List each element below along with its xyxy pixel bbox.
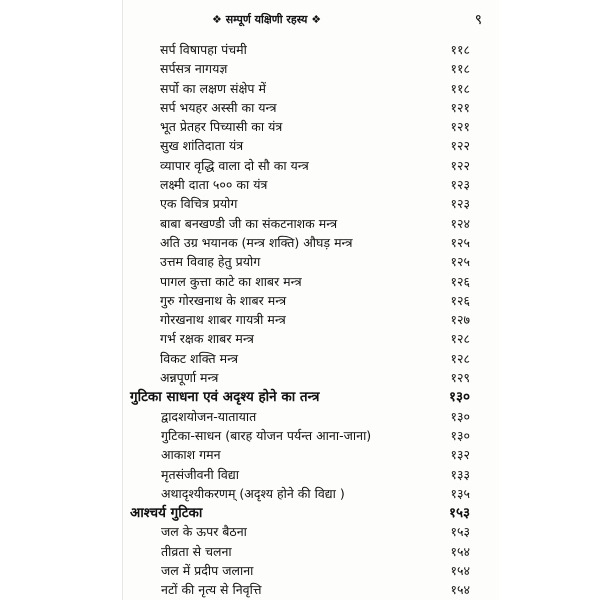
- toc-entry-page: १२१: [450, 99, 470, 115]
- toc-entry-page: १२७: [450, 312, 470, 328]
- toc-entry-page: ११८: [450, 80, 470, 96]
- toc-entry: [122, 466, 470, 485]
- toc-entry-page: १२८: [450, 350, 470, 366]
- toc-entry-page: १२८: [450, 331, 470, 347]
- toc-entry-title: भूत प्रेतहर पिच्यासी का यंत्र: [160, 119, 283, 135]
- toc-section-heading: [122, 504, 470, 523]
- toc-entry-page: १२२: [450, 138, 470, 154]
- toc-entry-title: आकाश गमन: [161, 447, 221, 463]
- toc-entry: [122, 215, 470, 234]
- toc-entry: [122, 446, 470, 465]
- toc-entry: [122, 562, 470, 581]
- toc-entry-page: १२१: [450, 119, 470, 135]
- toc-entry-title: जल के ऊपर बैठना: [161, 524, 247, 540]
- toc-entry-page: १५३: [450, 524, 470, 540]
- toc-entry-page: १३५: [450, 485, 470, 501]
- toc-entry-page: ११८: [450, 61, 470, 77]
- toc-entry-page: १५३: [448, 505, 470, 522]
- toc-entry: [122, 157, 470, 176]
- toc-entry-title: व्यापार वृद्धि वाला दो सौ का यन्त्र: [160, 157, 309, 173]
- table-of-contents: [122, 41, 470, 601]
- toc-entry: [122, 273, 470, 292]
- toc-entry-page: ११८: [450, 42, 470, 57]
- toc-entry-page: १२३: [450, 196, 470, 212]
- toc-entry-title: द्वादशयोजन-यातायात: [161, 408, 257, 424]
- toc-entry-title: उत्तम विवाह हेतु प्रयोग: [160, 254, 261, 270]
- toc-entry-page: १३३: [450, 466, 470, 482]
- toc-entry-page: १५४: [450, 563, 470, 579]
- page-header: [122, 10, 482, 32]
- toc-entry-page: १५४: [450, 543, 470, 559]
- toc-entry-title: मृतसंजीवनी विद्या: [161, 466, 239, 482]
- toc-entry: [122, 350, 470, 369]
- toc-entry-page: १२२: [450, 157, 470, 173]
- toc-entry-page: १३०: [450, 408, 470, 424]
- toc-entry: [122, 330, 470, 349]
- toc-entry: [122, 523, 470, 542]
- toc-entry-title: बाबा बनखण्डी जी का संकटनाशक मन्त्र: [160, 215, 338, 231]
- toc-entry-page: १२९: [450, 370, 470, 386]
- toc-entry-title: सर्प विषापहा पंचमी: [160, 42, 247, 57]
- toc-entry: [122, 427, 470, 446]
- toc-entry-title: अथादृश्यीकरणम् (अदृश्य होने की विद्या ): [161, 485, 345, 501]
- toc-entry: [122, 195, 470, 214]
- toc-entry-page: १३०: [448, 389, 470, 406]
- toc-entry-title: पागल कुत्ता काटे का शाबर मन्त्र: [160, 273, 302, 289]
- toc-entry-title: गुटिका-साधन (बारह योजन पर्यन्त आना-जाना): [161, 427, 372, 443]
- toc-entry-page: १२४: [450, 215, 470, 231]
- toc-entry-title: अति उग्र भयानक (मन्त्र शक्ति) औघड़ मन्त्र: [160, 234, 353, 250]
- toc-entry-title: गर्भ रक्षक शाबर मन्त्र: [160, 331, 254, 347]
- toc-entry: [122, 543, 470, 562]
- toc-entry-page: १५४: [450, 582, 470, 598]
- toc-entry-title: अन्नपूर्णा मन्त्र: [160, 370, 219, 386]
- toc-entry-title: सुख शांतिदाता यंत्र: [160, 138, 244, 154]
- toc-entry: [122, 581, 470, 600]
- toc-entry-page: १२६: [450, 273, 470, 289]
- toc-entry-title: गोरखनाथ शाबर गायत्री मन्त्र: [160, 312, 286, 328]
- toc-entry: [122, 408, 470, 427]
- toc-entry-page: १२३: [450, 177, 470, 193]
- toc-entry: [122, 60, 470, 79]
- page-number: ९: [474, 12, 482, 28]
- toc-entry-page: १२५: [450, 234, 470, 250]
- toc-entry: [122, 80, 470, 99]
- toc-entry-title: सर्प भयहर अस्सी का यन्त्र: [160, 99, 277, 115]
- toc-entry: [122, 99, 470, 118]
- toc-entry: [122, 118, 470, 137]
- toc-entry-page: १२५: [450, 254, 470, 270]
- toc-entry-title: सर्पसत्र नागयज्ञ: [160, 61, 228, 77]
- toc-entry: [122, 253, 470, 272]
- toc-entry-title: नटों की नृत्य से निवृत्ति: [161, 582, 262, 598]
- toc-entry-title: विकट शक्ति मन्त्र: [160, 350, 239, 366]
- toc-entry: [122, 137, 470, 156]
- toc-entry-title: तीव्रता से चलना: [161, 543, 232, 559]
- toc-entry-title: सर्पो का लक्षण संक्षेप में: [160, 80, 266, 96]
- running-title: ❖ सम्पूर्ण यक्षिणी रहस्य ❖: [212, 13, 322, 26]
- toc-entry: [122, 311, 470, 330]
- toc-entry-page: १३०: [450, 427, 470, 443]
- toc-entry: [122, 369, 470, 388]
- toc-entry-title: गुटिका साधना एवं अदृश्य होने का तन्त्र: [130, 389, 320, 406]
- toc-entry-page: १२६: [450, 292, 470, 308]
- toc-entry-page: १३२: [450, 447, 470, 463]
- toc-entry: [122, 41, 470, 60]
- toc-entry: [122, 176, 470, 195]
- toc-entry-title: गुरु गोरखनाथ के शाबर मन्त्र: [160, 292, 287, 308]
- toc-entry: [122, 292, 470, 311]
- toc-entry-title: लक्ष्मी दाता ५०० का यंत्र: [160, 177, 268, 193]
- toc-entry-title: एक विचित्र प्रयोग: [160, 196, 238, 212]
- toc-section-heading: [122, 388, 470, 407]
- toc-entry-title: जल में प्रदीप जलाना: [161, 563, 254, 579]
- toc-entry-title: आश्चर्य गुटिका: [130, 505, 203, 522]
- toc-entry: [122, 234, 470, 253]
- toc-entry: [122, 485, 470, 504]
